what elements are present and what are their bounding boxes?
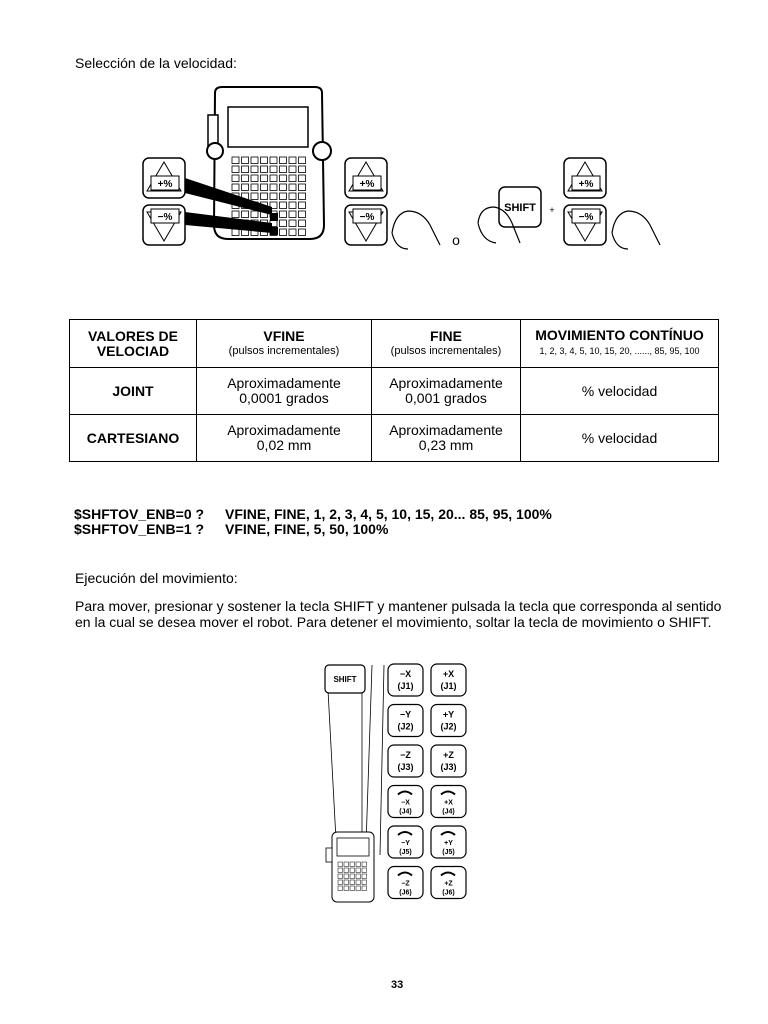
jog-shift-label: SHIFT xyxy=(333,675,357,684)
keypad-key xyxy=(350,868,355,873)
keypad-key xyxy=(261,184,268,191)
keypad-key xyxy=(362,862,367,867)
header-cell xyxy=(372,320,521,368)
keypad-key xyxy=(242,175,249,182)
speed-values-table xyxy=(69,319,719,462)
keypad-key xyxy=(356,868,361,873)
jog-key-axis-label: −Z xyxy=(401,880,410,888)
jog-key-joint-label: (J2) xyxy=(397,721,414,732)
keypad-key xyxy=(261,175,268,182)
keypad-key xyxy=(232,211,239,218)
keypad-key xyxy=(280,202,287,209)
keypad-key xyxy=(251,166,258,173)
table-row xyxy=(70,368,719,415)
table-cell: Aproximadamente 0,0001 grados xyxy=(197,368,372,415)
or-label: o xyxy=(452,232,460,248)
jog-key-negative xyxy=(388,705,423,737)
header-title: VFINE xyxy=(263,327,305,344)
jog-key-positive xyxy=(431,705,466,737)
header-subtitle: (pulsos incrementales) xyxy=(228,344,340,357)
table-cell: Aproximadamente 0,02 mm xyxy=(197,415,372,462)
jog-key-axis-label: −Y xyxy=(399,709,412,720)
keypad-key xyxy=(299,184,306,191)
jog-key-axis-label: −X xyxy=(401,799,410,807)
keypad-key xyxy=(344,868,349,873)
finger-icon xyxy=(392,211,440,249)
jog-key-axis-label: +Y xyxy=(442,709,455,720)
keypad-key xyxy=(232,157,239,164)
keypad-key xyxy=(251,157,258,164)
table-cell: Aproximadamente 0,001 grados xyxy=(372,368,521,415)
svg-text:+%: +% xyxy=(359,179,375,190)
keypad-key xyxy=(356,862,361,867)
keypad-key xyxy=(299,193,306,200)
keypad-key xyxy=(362,874,367,879)
keypad-key xyxy=(299,211,306,218)
jog-key-joint-label: (J4) xyxy=(442,808,455,816)
keypad-key xyxy=(289,193,296,200)
jog-key-negative xyxy=(388,745,423,777)
jog-key-axis-label: +Y xyxy=(444,840,453,847)
header-subtitle: 1, 2, 3, 4, 5, 10, 15, 20, ......, 85, 95, 100 xyxy=(539,346,700,356)
jog-key-axis-label: +X xyxy=(442,669,455,679)
keypad-key xyxy=(338,862,343,867)
jog-key-axis-label: −Z xyxy=(400,750,411,760)
svg-text:−%: −% xyxy=(578,212,594,223)
minus-percent-key-label: −% xyxy=(157,212,173,223)
header-cell xyxy=(197,320,372,368)
teach-pendant-drawing xyxy=(185,87,331,239)
jog-key-joint-label: (J2) xyxy=(440,721,457,732)
jog-key-joint-label: (J6) xyxy=(399,889,412,897)
keypad-key xyxy=(289,157,296,164)
keypad-key xyxy=(232,166,239,173)
keypad-key xyxy=(344,886,349,891)
keypad-key xyxy=(289,166,296,173)
keypad-key xyxy=(270,193,277,200)
svg-text:−%: −% xyxy=(359,212,375,223)
jog-key-axis-label: −X xyxy=(399,669,412,679)
jog-key-axis-label: +X xyxy=(444,799,453,807)
jog-key-joint-label: (J6) xyxy=(442,889,455,897)
table-header-row xyxy=(70,320,719,368)
header-subtitle: (pulsos incrementales) xyxy=(390,344,502,357)
jog-key-joint-label: (J1) xyxy=(440,681,457,691)
param-values: VFINE, FINE, 5, 50, 100% xyxy=(225,521,389,537)
execution-paragraph: Para mover, presionar y sostener la tecla SHIFT y mantener pulsada la tecla que corresponda al sentido en la cual se desea mover el robot. Para detener el movimiento, soltar la tecla de movimiento o SHIFT. xyxy=(75,598,722,630)
keypad-key xyxy=(289,211,296,218)
keypad-key xyxy=(280,193,287,200)
keypad-key xyxy=(350,886,355,891)
page-number: 33 xyxy=(391,979,404,991)
jog-key-axis-label: −Y xyxy=(401,840,410,847)
keypad-key xyxy=(270,175,277,182)
keypad-key xyxy=(299,202,306,209)
keypad-key xyxy=(280,184,287,191)
keypad-key xyxy=(232,184,239,191)
keypad-key xyxy=(242,157,249,164)
keypad-key xyxy=(251,175,258,182)
jog-key-joint-label: (J5) xyxy=(399,849,412,856)
jog-key-joint-label: (J1) xyxy=(397,681,414,691)
keypad-key xyxy=(232,229,239,236)
keypad-key xyxy=(261,193,268,200)
keypad-key xyxy=(299,157,306,164)
keypad-key xyxy=(280,175,287,182)
param-name: $SHFTOV_ENB=0 ? xyxy=(74,506,205,522)
keypad-key xyxy=(261,166,268,173)
jog-key-positive xyxy=(431,867,466,899)
keypad-key xyxy=(289,229,296,236)
jog-key-joint-label: (J4) xyxy=(399,808,412,816)
keypad-key xyxy=(362,868,367,873)
keypad-key xyxy=(251,211,258,218)
shift-speed-key-group xyxy=(478,158,660,249)
keypad-key xyxy=(344,880,349,885)
keypad-key xyxy=(362,886,367,891)
jog-key-axis-label: +Z xyxy=(443,750,454,760)
jog-key-joint-label: (J3) xyxy=(397,762,414,772)
keypad-key xyxy=(280,166,287,173)
keypad-key xyxy=(242,184,249,191)
keypad-key xyxy=(338,874,343,879)
jog-key-negative xyxy=(388,664,423,696)
keypad-key xyxy=(299,229,306,236)
keypad-key xyxy=(289,202,296,209)
jog-key-negative xyxy=(388,826,423,858)
keypad-key xyxy=(270,184,277,191)
row-label: CARTESIANO xyxy=(70,415,197,462)
keypad-key xyxy=(242,211,249,218)
shift-key-label: SHIFT xyxy=(504,202,536,214)
header-title: VALORES DE VELOCIAD xyxy=(88,327,178,359)
keypad-key xyxy=(299,175,306,182)
jog-key-joint-label: (J3) xyxy=(440,762,457,772)
header-cell xyxy=(521,320,719,368)
jog-keys-illustration xyxy=(318,660,483,905)
keypad-key xyxy=(270,166,277,173)
keypad-key xyxy=(261,157,268,164)
jog-key-positive xyxy=(431,786,466,818)
keypad-key xyxy=(289,220,296,227)
left-speed-key-pair xyxy=(143,158,185,245)
keypad-key xyxy=(232,175,239,182)
keypad-key xyxy=(280,229,287,236)
speed-keys-illustration xyxy=(140,85,670,255)
small-pendant-drawing xyxy=(326,832,374,902)
param-values: VFINE, FINE, 1, 2, 3, 4, 5, 10, 15, 20... 85, 95, 100% xyxy=(225,506,552,522)
jog-key-negative xyxy=(388,786,423,818)
keypad-key xyxy=(338,880,343,885)
keypad-key xyxy=(344,862,349,867)
keypad-key xyxy=(251,184,258,191)
jog-key-positive xyxy=(431,745,466,777)
row-label: JOINT xyxy=(70,368,197,415)
speed-selection-heading: Selección de la velocidad: xyxy=(75,55,237,71)
keypad-key xyxy=(251,193,258,200)
plus-percent-key-label: +% xyxy=(157,179,173,190)
keypad-key xyxy=(344,874,349,879)
keypad-key xyxy=(280,157,287,164)
keypad-key xyxy=(270,157,277,164)
keypad-key xyxy=(280,220,287,227)
plus-sign: + xyxy=(549,205,555,215)
table-cell: % velocidad xyxy=(521,368,719,415)
keypad-key xyxy=(350,874,355,879)
jog-key-positive xyxy=(431,664,466,696)
execution-heading: Ejecución del movimiento: xyxy=(75,570,238,586)
table-cell: Aproximadamente 0,23 mm xyxy=(372,415,521,462)
keypad-key xyxy=(356,886,361,891)
jog-key-negative xyxy=(388,867,423,899)
header-title: MOVIMIENTO CONTÍNUO xyxy=(535,327,704,343)
keypad-key xyxy=(338,886,343,891)
header-title: FINE xyxy=(430,327,462,344)
table-row xyxy=(70,415,719,462)
middle-speed-key-pair xyxy=(345,158,440,249)
keypad-key xyxy=(350,862,355,867)
svg-text:+%: +% xyxy=(578,179,594,190)
keypad-key xyxy=(362,880,367,885)
keypad-key xyxy=(356,874,361,879)
jog-key-joint-label: (J5) xyxy=(442,849,455,856)
keypad-key xyxy=(338,868,343,873)
keypad-key xyxy=(350,880,355,885)
keypad-key xyxy=(299,220,306,227)
jog-key-axis-label: +Z xyxy=(444,880,453,888)
keypad-key xyxy=(356,880,361,885)
table-cell: % velocidad xyxy=(521,415,719,462)
finger-icon xyxy=(612,211,660,249)
keypad-key xyxy=(289,184,296,191)
keypad-key xyxy=(242,166,249,173)
keypad-key xyxy=(299,166,306,173)
jog-key-positive xyxy=(431,826,466,858)
header-cell xyxy=(70,320,197,368)
param-name: $SHFTOV_ENB=1 ? xyxy=(74,521,205,537)
keypad-key xyxy=(289,175,296,182)
keypad-key xyxy=(280,211,287,218)
